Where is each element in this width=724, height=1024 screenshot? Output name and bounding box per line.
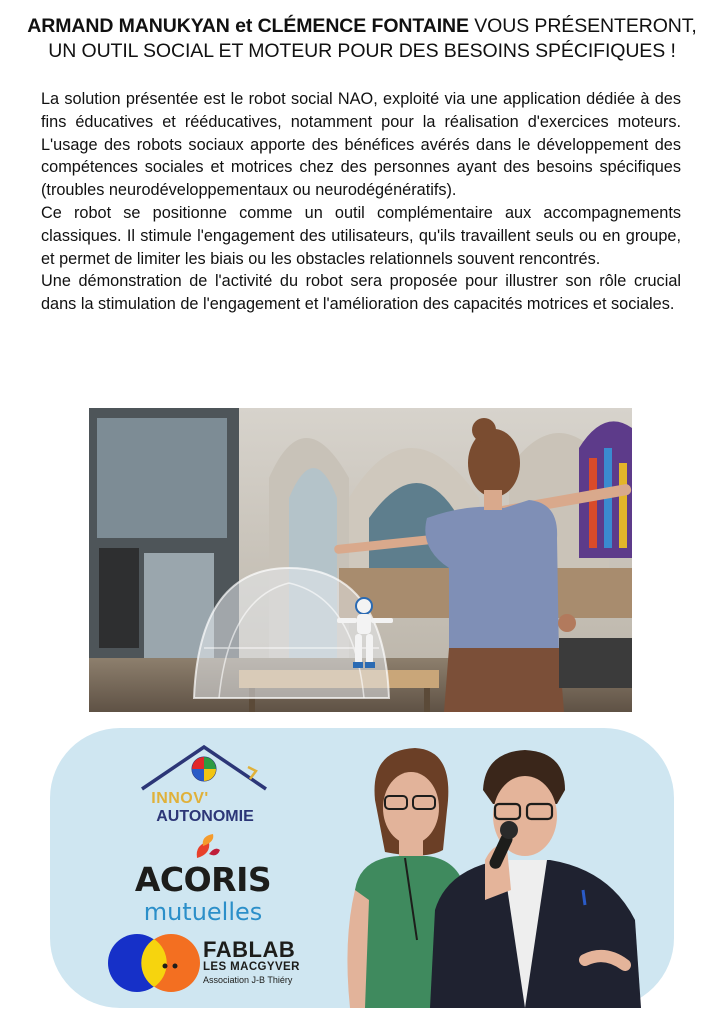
fablab-association: Association J-B Thiéry: [203, 975, 293, 985]
paragraph-2: Ce robot se positionne comme un outil complémentaire aux accompagnements classiques. Il stimule l'engagement des utilisateurs, qu'ils travaillent seuls ou en groupe, et permet de limiter les biais ou les obstacles relationnels souvent rencontrés.: [41, 203, 681, 268]
acoris-subtitle: mutuelles: [143, 898, 263, 926]
fablab-subtitle: LES MACGYVER: [203, 961, 300, 973]
paragraph-3: Une démonstration de l'activité du robot sera proposée pour illustrer son rôle crucial dans la stimulation de l'engagement et l'amélioration des capacités motrices et sociales.: [41, 272, 681, 314]
innov-subtitle: AUTONOMIE: [156, 808, 254, 825]
presenter-armand: [430, 750, 641, 1008]
presenters-photo: [335, 740, 645, 1008]
acoris-petal-icon: [193, 832, 221, 862]
page-title: [10, 14, 714, 64]
fablab-circles-icon: [107, 932, 201, 994]
acoris-name: ACORIS: [134, 860, 272, 899]
innov-title: INNOV': [151, 790, 209, 807]
description: [41, 88, 681, 316]
title-line2: UN OUTIL SOCIAL ET MOTEUR POUR DES BESOINS SPÉCIFIQUES !: [48, 40, 676, 62]
title-line1-rest: VOUS PRÉSENTERONT,: [468, 15, 697, 37]
paragraph-1: La solution présentée est le robot social NAO, exploité via une application dédiée à des fins éducatives et rééducatives, notamment pour la réalisation d'exercices moteurs. L'usage des robots sociaux apporte des bénéfices avérés dans le développement des compétences sociales et motrices chez des personnes ayant des besoins spécifiques (troubles neurodéveloppementaux ou neurodégénératifs).: [41, 90, 681, 200]
fablab-name: FABLAB: [203, 937, 296, 962]
presenter-names: ARMAND MANUKYAN et CLÉMENCE FONTAINE: [27, 15, 469, 37]
robot-demo-photo: [89, 408, 632, 712]
